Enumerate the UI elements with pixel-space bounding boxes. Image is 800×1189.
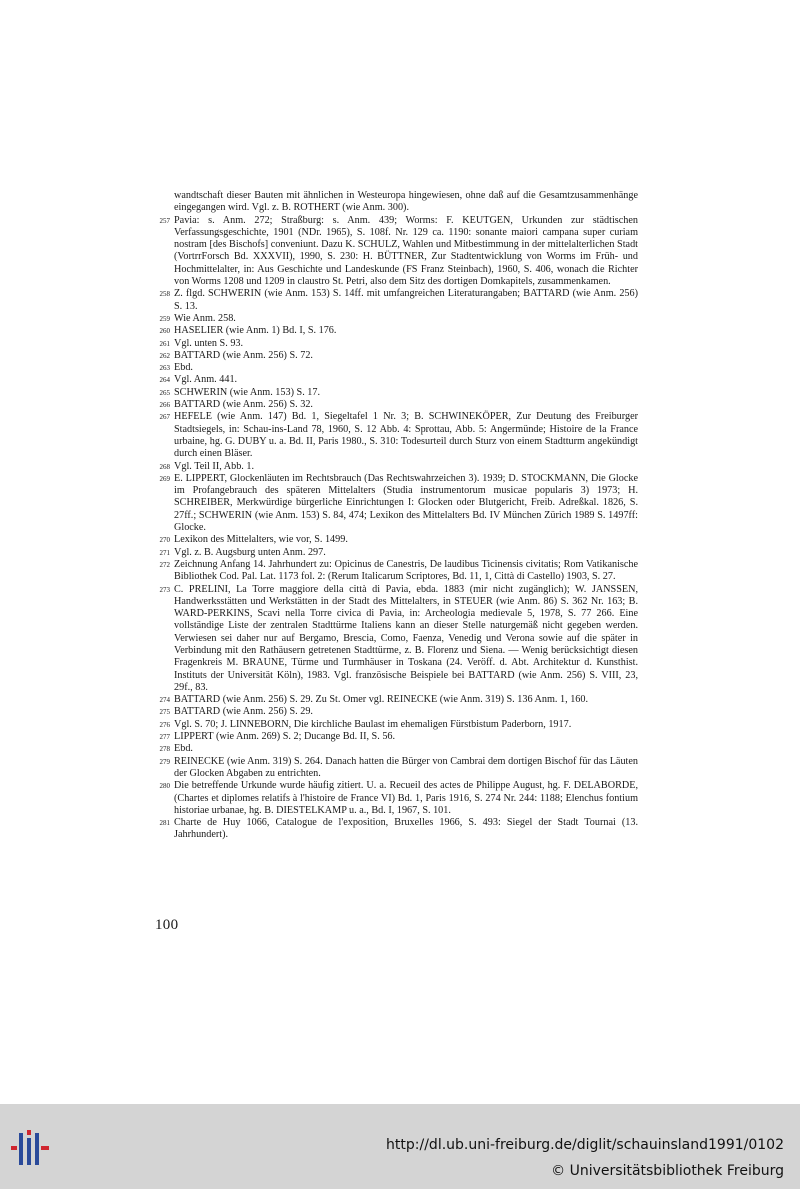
footnote [159, 755, 638, 781]
footnote-number: 259 [159, 314, 170, 323]
footnotes-block [159, 190, 638, 842]
footnote-number: 267 [159, 413, 170, 422]
footnote-number: 271 [159, 548, 170, 557]
footnote-number: 258 [159, 290, 170, 299]
footnote-text: BATTARD (wie Anm. 256) S. 29. Zu St. Omer vgl. REINECKE (wie Anm. 319) S. 136 Anm. 1, 160. [174, 694, 589, 706]
footnote [159, 214, 638, 289]
footnote-text: BATTARD (wie Anm. 256) S. 32. [174, 399, 313, 411]
footnote [159, 399, 638, 411]
footnote-text: REINECKE (wie Anm. 319) S. 264. Danach hatten die Bürger von Cambrai dem dortigen Bischof für das Läuten der Glocken Abgaben zu entrichten. [174, 755, 638, 779]
footnote-number: 263 [159, 364, 170, 373]
footnote [159, 780, 638, 817]
footnote-number: 265 [159, 388, 170, 397]
footnote [159, 694, 638, 706]
footnote-number: 277 [159, 733, 170, 742]
page-number: 100 [155, 917, 179, 933]
footnote-text: Vgl. unten S. 93. [174, 337, 244, 349]
footnote [159, 583, 638, 695]
footnote-text: Vgl. Teil II, Abb. 1. [174, 460, 255, 472]
footnote [159, 817, 638, 842]
footer-copyright: © Universitätsbibliothek Freiburg [551, 1163, 784, 1179]
footnote [159, 411, 638, 460]
footnote-text: Vgl. S. 70; J. LINNEBORN, Die kirchliche Baulast im ehemaligen Fürstbistum Paderborn, 1917. [174, 718, 572, 730]
footnote-list [159, 214, 638, 842]
footnote-text: Wie Anm. 258. [174, 312, 236, 324]
footnote-text: C. PRELINI, La Torre maggiore della città di Pavia, ebda. 1883 (mir nicht zugänglich); W. JANSSEN, Handwerksstätten und Werkstätten in der Stadt des Mittelalters, in STEUER (wie Anm. 86) S. 362 Nr. 163; B. WARD-PERKINS, Scavi nella Torre civica di Pavia, in: Archeologia medievale 5, 1978, S. 77 266. Eine vollständige Liste der zentralen Stadttürme Italiens kann an dieser Stelle naturgemäß nicht gegeben werden. Verwiesen sei daher nur auf Bergamo, Brescia, Como, Faenza, Venedig und Verona sowie auf die später in Verbindung mit den Rathäusern getretenen Stadttürme, z. B. Florenz und Siena. — Wenig berücksichtigt diesen Fragenkreis M. BRAUNE, Türme und Turmhäuser in Toskana (24. Veröff. d. Abt. Architektur d. Kunsthist. Instituts der Universität Köln), 1983. Vgl. französische Beispiele bei BATTARD (wie Anm. 256) S. VIII, 23, 29f., 83. [174, 583, 638, 693]
footnote [159, 374, 638, 386]
footnote-text: Lexikon des Mittelalters, wie vor, S. 1499. [174, 534, 348, 546]
footnote-text: Vgl. Anm. 441. [174, 374, 238, 386]
footnote [159, 546, 638, 559]
footnote-number: 261 [159, 339, 170, 348]
footnote-text: HEFELE (wie Anm. 147) Bd. 1, Siegeltafel 1 Nr. 3; B. SCHWINEKÖPER, Zur Deutung des Freiburger Stadtsiegels, in: Schau-ins-Land 78, 1960, S. 12 Abb. 4: Sprottau, Abb. 5: Angermünde; Histoire de la France urbaine, hg. G. DUBY u. a. Bd. II, Paris 1980., S. 310: Todesurteil durch Sturz von einem Stadtturm angekündigt durch einen Bläser. [174, 411, 638, 460]
footnote [159, 325, 638, 337]
footnote [159, 460, 638, 473]
footnote-text: LIPPERT (wie Anm. 269) S. 2; Ducange Bd. II, S. 56. [174, 731, 396, 743]
footer-url-link[interactable]: http://dl.ub.uni-freiburg.de/diglit/schauinsland1991/0102 [386, 1137, 784, 1153]
footnote-number: 257 [159, 216, 170, 225]
footnote-text: Ebd. [174, 743, 193, 755]
footnote-number: 280 [159, 782, 170, 791]
footnote-number: 262 [159, 351, 170, 360]
footnote [159, 349, 638, 362]
ub-freiburg-logo-icon[interactable] [10, 1130, 52, 1168]
footnote [159, 362, 638, 374]
footnote [159, 743, 638, 755]
intro-paragraph: wandtschaft dieser Bauten mit ähnlichen in Westeuropa hingewiesen, ohne daß auf die Gesamtzusammenhänge eingegangen wird. Vgl. z. B. ROTHERT (wie Anm. 300). [174, 190, 638, 214]
footnote-number: 268 [159, 462, 170, 471]
footnote-number: 278 [159, 745, 170, 754]
footnote [159, 706, 638, 718]
footnote-number: 279 [159, 757, 170, 766]
footnote-number: 274 [159, 696, 170, 705]
footnote-number: 276 [159, 720, 170, 729]
footnote [159, 731, 638, 743]
footnote-number: 266 [159, 401, 170, 410]
footnote-text: Charte de Huy 1066, Catalogue de l'exposition, Bruxelles 1966, S. 493: Siegel der Stadt Tournai (13. Jahrhundert). [174, 817, 638, 841]
footnote-text: BATTARD (wie Anm. 256) S. 72. [174, 349, 313, 361]
footnote [159, 312, 638, 325]
footnote-number: 260 [159, 327, 170, 336]
footnote-number: 269 [159, 474, 170, 483]
footnote [159, 472, 638, 534]
footnote-text: Pavia: s. Anm. 272; Straßburg: s. Anm. 439; Worms: F. KEUTGEN, Urkunden zur städtischen Verfassungsgeschichte, 1901 (NDr. 1965), S. 108f. Nr. 129 ca. 1190: sonante maiori campana super curiam nostram [des Bischofs] conveniunt. Dazu K. SCHULZ, Wahlen und Mitbestimmung in der mittelalterlichen Stadt (VortrrForsch Bd. XXXVII), 1990, S. 230: H. BÜTTNER, Zur Stadtentwicklung von Worms im Früh- und Hochmittelalter, in: Aus Geschichte und Landeskunde (FS Franz Steinbach), 1960, S. 406, wonach die Richter von Worms 1208 und 1209 in claustro St. Petri, also dem Sitz des dortigen Domkapitels, zusammenkamen. [174, 214, 638, 288]
footnote-text: Z. flgd. SCHWERIN (wie Anm. 153) S. 14ff. mit umfangreichen Literaturangaben; BATTARD (wie Anm. 256) S. 13. [174, 288, 638, 312]
footnote-number: 273 [159, 585, 170, 594]
footnote-text: HASELIER (wie Anm. 1) Bd. I, S. 176. [174, 325, 337, 337]
footnote-number: 270 [159, 536, 170, 545]
footnote-number: 275 [159, 708, 170, 717]
footnote-text: Vgl. z. B. Augsburg unten Anm. 297. [174, 546, 326, 558]
footnote-text: E. LIPPERT, Glockenläuten im Rechtsbrauch (Das Rechtswahrzeichen 3). 1939; D. STOCKMANN, Die Glocke im Profangebrauch des späteren Mittelalters (Studia instrumentorum musicae popularis 3) 1973; H. SCHREIBER, Merkwürdige bürgerliche Einrichtungen I: Glocken oder Blutgericht, Freib. Adreßkal. 1826, S. 27ff.; SCHWERIN (wie Anm. 153) S. 84, 474; Lexikon des Mittelalters Bd. IV München Zürich 1989 S. 1497ff: Glocke. [174, 472, 638, 534]
footnote-number: 264 [159, 376, 170, 385]
footnote [159, 558, 638, 584]
footnote-text: BATTARD (wie Anm. 256) S. 29. [174, 706, 313, 718]
footnote-text: Zeichnung Anfang 14. Jahrhundert zu: Opicinus de Canestris, De laudibus Ticinensis civitatis; Rom Vatikanische Bibliothek Cod. Pal. Lat. 1173 fol. 2: (Rerum Italicarum Scriptores, Bd. 11, 1, Città di Castello) 1903, S. 27. [174, 558, 638, 583]
footnote-number: 272 [159, 560, 170, 569]
footnote [159, 534, 638, 546]
footnote-text: Ebd. [174, 362, 193, 374]
footnote [159, 337, 638, 350]
footnote-number: 281 [159, 819, 170, 828]
footnote [159, 288, 638, 313]
footnote-text: Die betreffende Urkunde wurde häufig zitiert. U. a. Recueil des actes de Philippe August, hg. F. DELABORDE, (Chartes et diplomes relatifs à l'histoire de France VI) Bd. 1, Paris 1916, S. 274 Nr. 244: 1188; Elenchus fontium historiae urbanae, hg. B. DIESTELKAMP u. a., Bd. I, 1967, S. 101. [174, 780, 638, 816]
footnote-text: SCHWERIN (wie Anm. 153) S. 17. [174, 386, 321, 398]
footnote [159, 386, 638, 399]
footnote [159, 718, 638, 731]
